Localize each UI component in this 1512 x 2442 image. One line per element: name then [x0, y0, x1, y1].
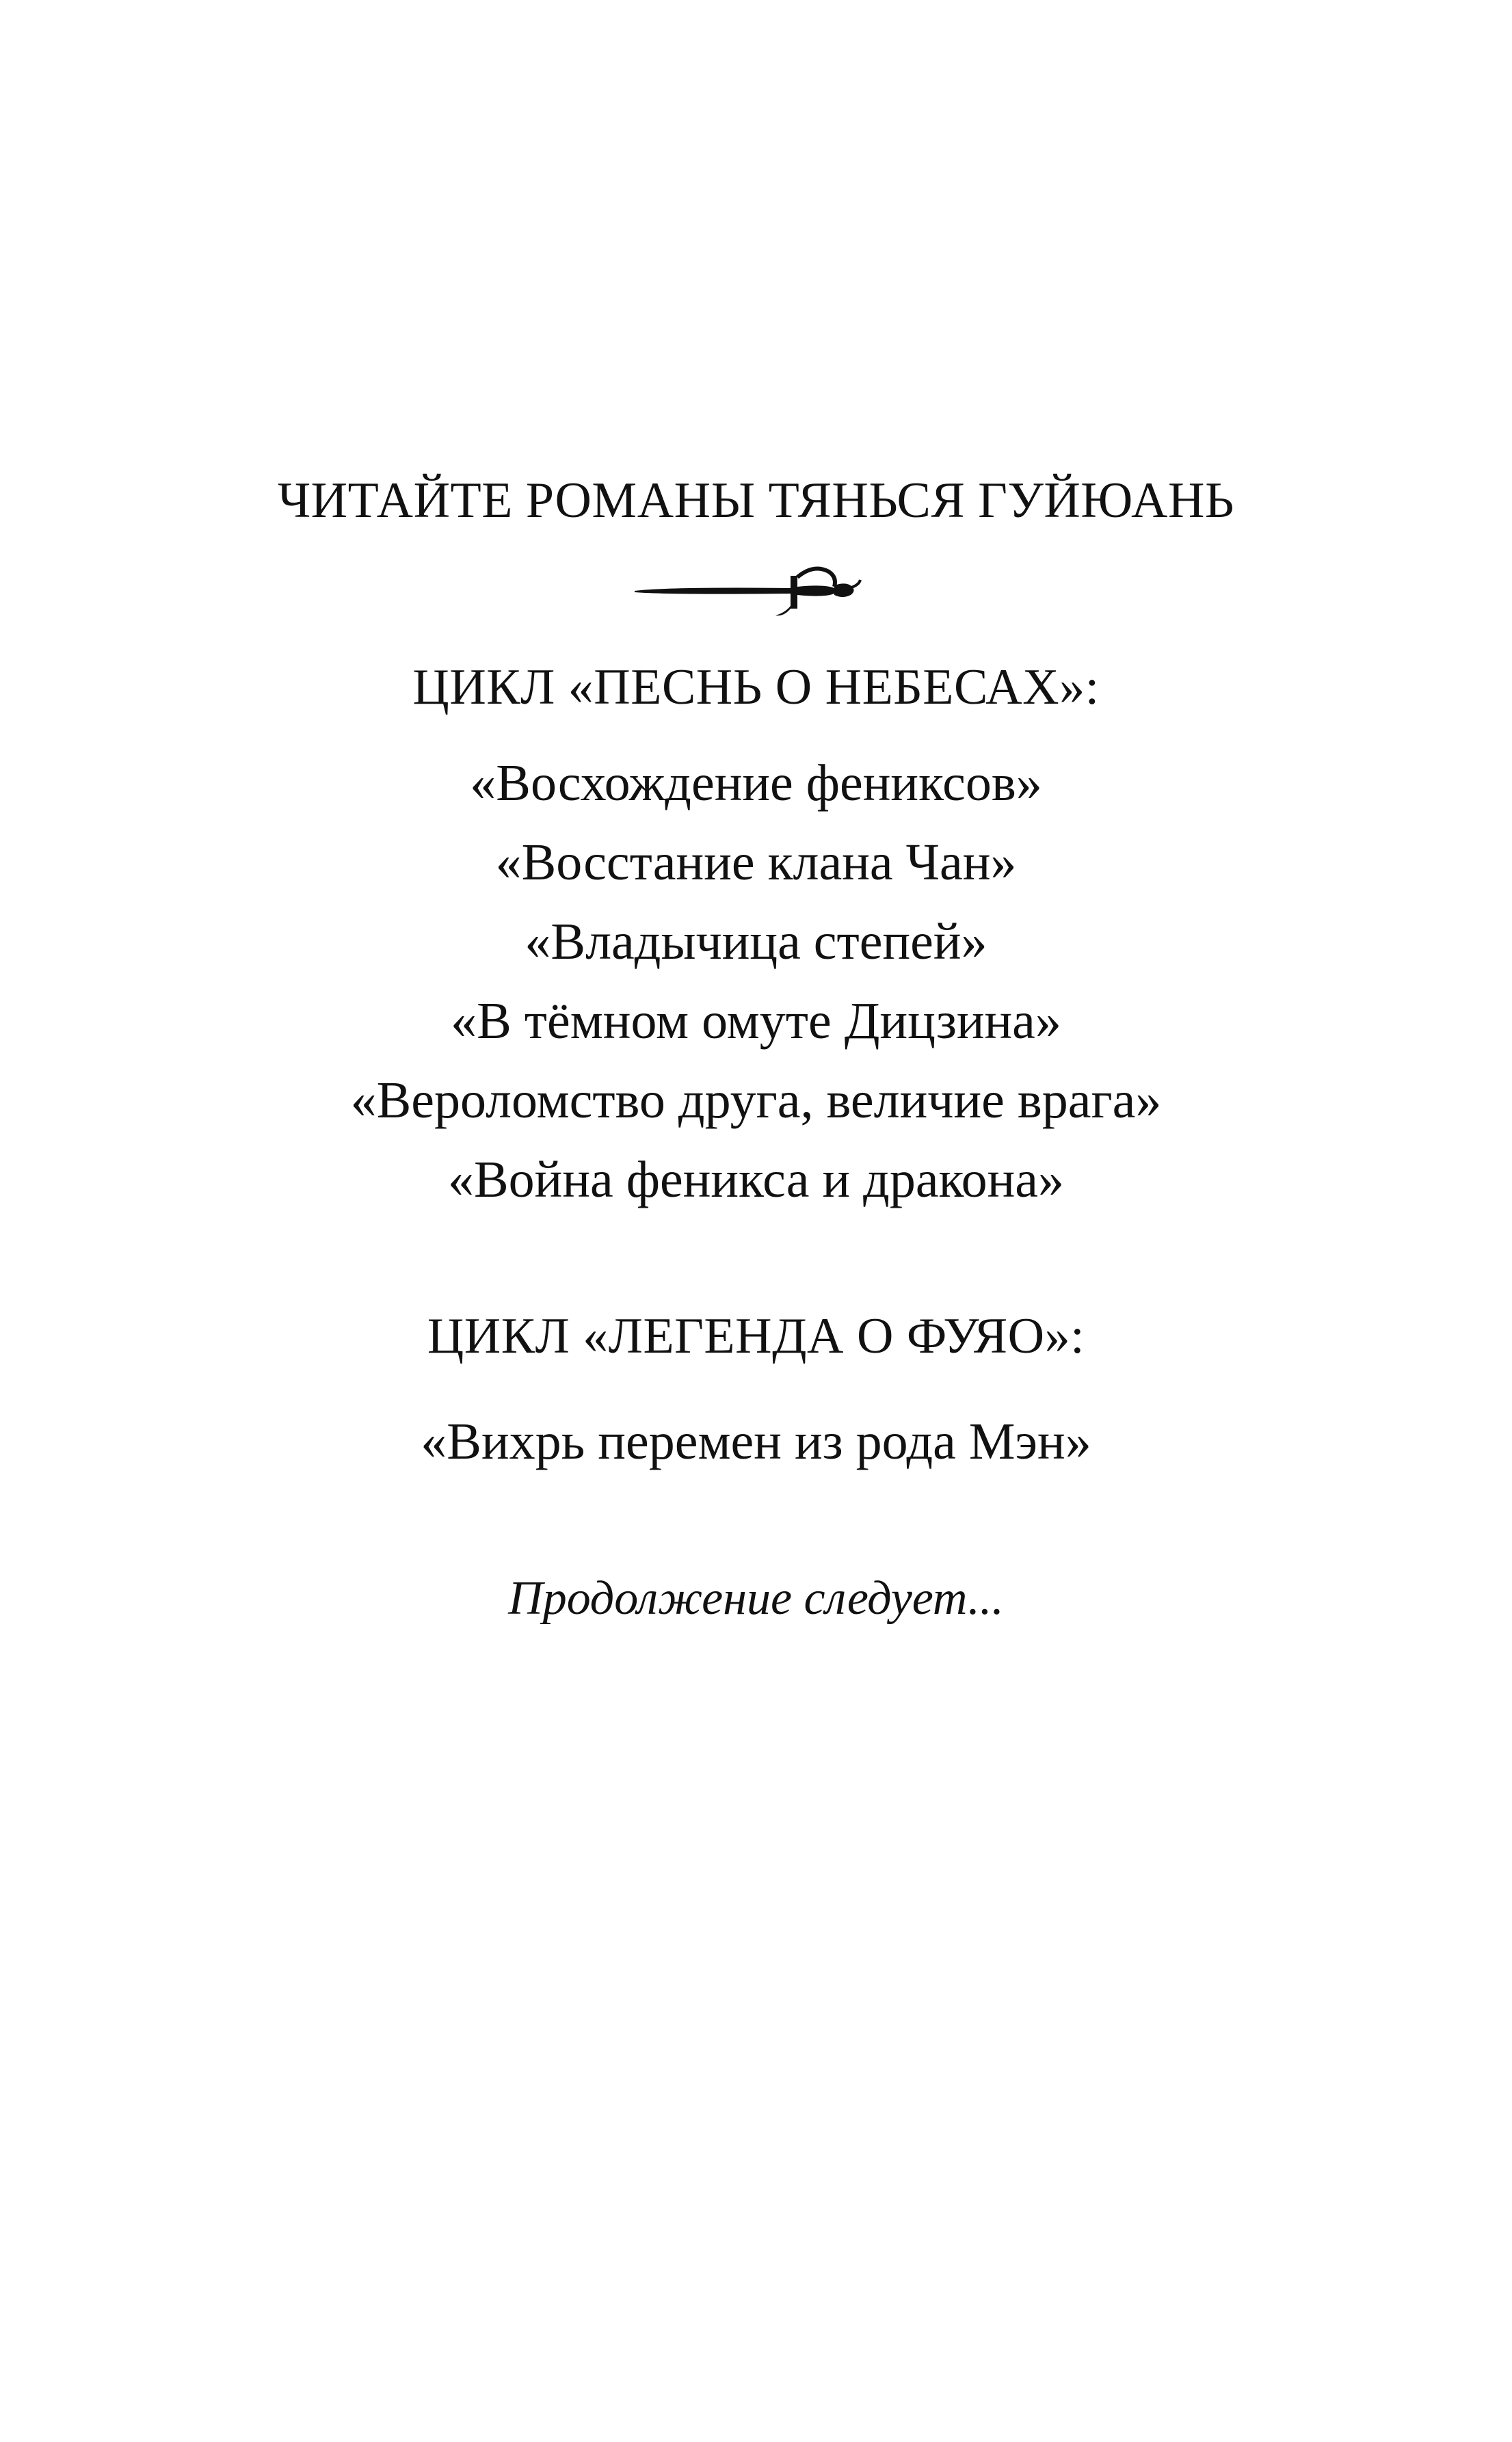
list-item: «Вероломство друга, величие врага» — [350, 1072, 1162, 1129]
sword-icon — [629, 561, 903, 622]
list-item: «Восстание клана Чан» — [495, 834, 1017, 891]
cycle-heading: ЦИКЛ «ПЕСНЬ О НЕБЕСАХ»: — [412, 659, 1100, 715]
list-item: «Восхождение фениксов» — [470, 754, 1042, 812]
list-item: «В тёмном омуте Дицзина» — [451, 992, 1061, 1050]
list-item: «Война феникса и дракона» — [447, 1151, 1065, 1208]
page-title: ЧИТАЙТЕ РОМАНЫ ТЯНЬСЯ ГУЙЮАНЬ — [278, 473, 1234, 529]
continuation-note: Продолжение следует... — [508, 1572, 1004, 1625]
list-item: «Вихрь перемен из рода Мэн» — [421, 1413, 1091, 1470]
cycle-heading: ЦИКЛ «ЛЕГЕНДА О ФУЯО»: — [427, 1308, 1085, 1364]
list-item: «Владычица степей» — [525, 913, 987, 970]
